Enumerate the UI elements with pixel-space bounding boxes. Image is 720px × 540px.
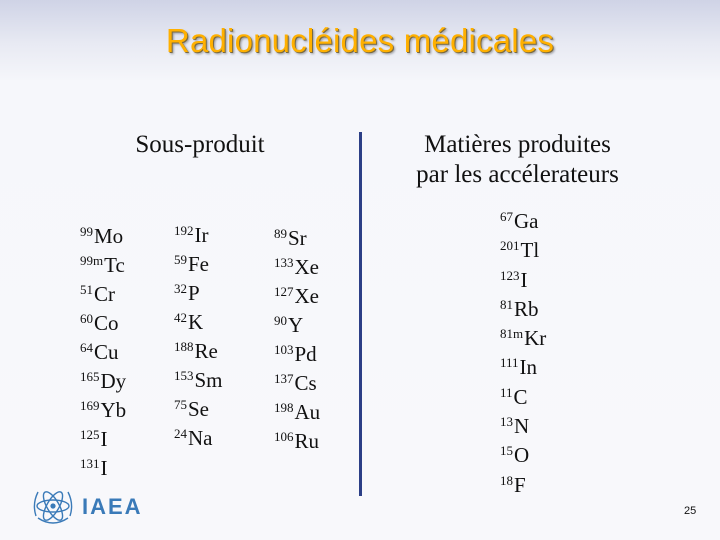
nuclide-column-4 <box>500 207 546 500</box>
nuclide-item <box>80 396 126 425</box>
nuclide-item <box>500 412 546 441</box>
nuclide-column-3 <box>274 224 320 456</box>
element-symbol: Xe <box>294 255 319 279</box>
element-symbol: I <box>100 427 108 451</box>
element-symbol: Cr <box>94 282 115 306</box>
mass-number: 111 <box>500 355 519 371</box>
element-symbol: Pd <box>294 342 317 366</box>
nuclide-item <box>274 224 320 253</box>
nuclide-item <box>500 236 546 265</box>
heading-accelerator-line-1: Matières produites <box>424 131 611 158</box>
mass-number: 15 <box>500 443 513 459</box>
nuclide-item <box>174 424 223 453</box>
mass-number: 59 <box>174 252 187 267</box>
mass-number: 90 <box>274 313 287 328</box>
mass-number: 103 <box>274 342 294 357</box>
element-symbol: Cu <box>94 340 119 364</box>
element-symbol: In <box>519 355 538 380</box>
mass-number: 64 <box>80 340 93 355</box>
column-divider <box>359 132 362 496</box>
nuclide-item <box>274 253 320 282</box>
element-symbol: C <box>513 384 528 409</box>
mass-number: 153 <box>174 368 194 383</box>
element-symbol: Re <box>194 339 218 363</box>
mass-number: 81 <box>500 296 513 312</box>
mass-number: 18 <box>500 472 513 488</box>
element-symbol: Dy <box>100 369 127 393</box>
mass-number: 127 <box>274 284 294 299</box>
nuclide-item <box>500 324 546 353</box>
element-symbol: Ru <box>294 429 320 453</box>
mass-number: 99m <box>80 253 104 268</box>
mass-number: 51 <box>80 282 93 297</box>
element-symbol: I <box>520 267 528 292</box>
element-symbol: N <box>514 414 530 439</box>
nuclide-item <box>500 266 546 295</box>
mass-number: 131 <box>80 456 100 471</box>
heading-by-product: Sous-produit <box>135 131 265 158</box>
nuclide-item <box>500 353 546 382</box>
nuclide-item <box>80 251 126 280</box>
nuclide-item <box>500 295 546 324</box>
element-symbol: Ir <box>194 223 209 247</box>
mass-number: 188 <box>174 339 194 354</box>
element-symbol: Tc <box>104 253 125 277</box>
nuclide-item <box>80 309 126 338</box>
element-symbol: Tl <box>520 238 540 263</box>
mass-number: 125 <box>80 427 100 442</box>
element-symbol: F <box>514 472 526 497</box>
nuclide-item <box>80 367 126 396</box>
nuclide-column-2 <box>174 221 223 453</box>
mass-number: 24 <box>174 426 187 441</box>
mass-number: 165 <box>80 369 100 384</box>
mass-number: 13 <box>500 414 513 430</box>
nuclide-item <box>500 471 546 500</box>
element-symbol: Ga <box>514 209 539 233</box>
nuclide-item <box>500 207 546 236</box>
page-number: 25 <box>684 505 697 517</box>
mass-number: 169 <box>80 398 100 413</box>
mass-number: 75 <box>174 397 187 412</box>
heading-accelerator-products <box>385 130 650 190</box>
nuclide-item <box>274 398 320 427</box>
nuclide-item <box>500 383 546 412</box>
mass-number: 198 <box>274 400 294 415</box>
mass-number: 67 <box>500 209 513 224</box>
heading-accelerator-line-2: par les accélerateurs <box>416 161 619 188</box>
element-symbol: Cs <box>294 371 317 395</box>
element-symbol: Xe <box>294 284 319 308</box>
nuclide-item <box>174 250 223 279</box>
nuclide-item <box>174 366 223 395</box>
element-symbol: Y <box>288 313 304 337</box>
slide-title: Radionucléides médicales <box>165 22 555 59</box>
element-symbol: I <box>100 456 108 480</box>
nuclide-item <box>274 282 320 311</box>
element-symbol: Mo <box>94 224 124 248</box>
element-symbol: P <box>188 281 200 305</box>
nuclide-item <box>80 425 126 454</box>
nuclide-item <box>80 222 126 251</box>
mass-number: 201 <box>500 238 520 254</box>
element-symbol: Kr <box>524 326 547 351</box>
nuclide-item <box>80 338 126 367</box>
mass-number: 81m <box>500 326 524 342</box>
mass-number: 11 <box>500 384 513 400</box>
nuclide-item <box>174 337 223 366</box>
mass-number: 42 <box>174 310 187 325</box>
nuclide-item <box>274 311 320 340</box>
nuclide-item <box>80 454 126 483</box>
nuclide-item <box>274 369 320 398</box>
mass-number: 32 <box>174 281 187 296</box>
mass-number: 89 <box>274 226 287 241</box>
mass-number: 60 <box>80 311 93 326</box>
element-symbol: Au <box>294 400 321 424</box>
mass-number: 192 <box>174 223 194 238</box>
nuclide-column-1 <box>80 222 126 483</box>
element-symbol: Yb <box>100 398 127 422</box>
mass-number: 99 <box>80 224 93 239</box>
mass-number: 123 <box>500 267 520 283</box>
element-symbol: Sm <box>194 368 223 392</box>
element-symbol: K <box>188 310 204 334</box>
nuclide-item <box>500 441 546 470</box>
nuclide-item <box>274 340 320 369</box>
element-symbol: Rb <box>514 296 539 321</box>
mass-number: 137 <box>274 371 294 386</box>
element-symbol: Fe <box>188 252 209 276</box>
nuclide-item <box>80 280 126 309</box>
element-symbol: Co <box>94 311 119 335</box>
element-symbol: Se <box>188 397 209 421</box>
mass-number: 106 <box>274 429 294 444</box>
nuclide-item <box>174 221 223 250</box>
nuclide-item <box>274 427 320 456</box>
element-symbol: Na <box>188 426 213 450</box>
element-symbol: Sr <box>288 226 307 250</box>
nuclide-item <box>174 279 223 308</box>
nuclide-item <box>174 395 223 424</box>
element-symbol: O <box>514 443 530 468</box>
mass-number: 133 <box>274 255 294 270</box>
iaea-logo-text: IAEA <box>82 494 143 519</box>
nuclide-item <box>174 308 223 337</box>
